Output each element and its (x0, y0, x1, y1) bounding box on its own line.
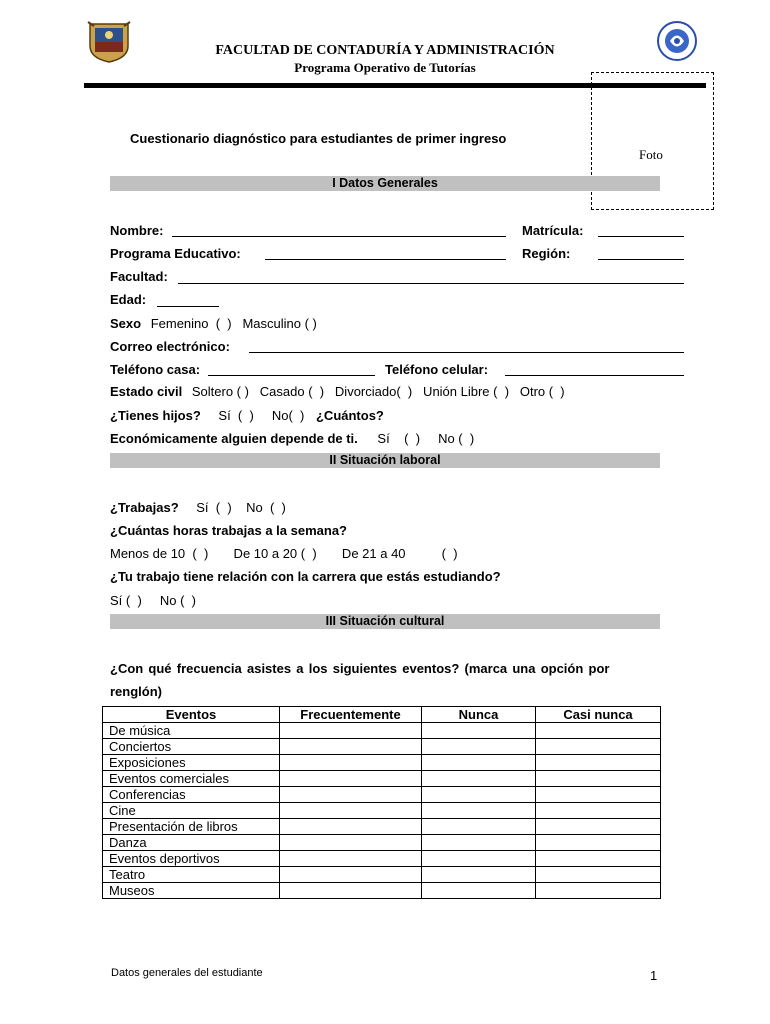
tel-casa-field[interactable] (208, 375, 375, 376)
casi-nunca-cell[interactable] (536, 819, 661, 835)
trabajas-row (110, 500, 286, 515)
horas-question: ¿Cuántas horas trabajas a la semana? (110, 523, 347, 538)
nunca-cell[interactable] (422, 755, 536, 771)
casi-nunca-cell[interactable] (536, 723, 661, 739)
nombre-field[interactable] (172, 236, 506, 237)
correo-field[interactable] (249, 352, 684, 353)
event-name-cell: Conferencias (103, 787, 280, 803)
event-name-cell: Teatro (103, 867, 280, 883)
section-header-general: I Datos Generales (110, 176, 660, 191)
event-name-cell: Exposiciones (103, 755, 280, 771)
cuantos-label: ¿Cuántos? (315, 408, 384, 423)
form-title: Cuestionario diagnóstico para estudiantes de primer ingreso (130, 131, 507, 146)
event-name-cell: Danza (103, 835, 280, 851)
nunca-cell[interactable] (422, 771, 536, 787)
frecuentemente-cell[interactable] (280, 835, 422, 851)
casi-nunca-cell[interactable] (536, 867, 661, 883)
frecuentemente-cell[interactable] (280, 819, 422, 835)
frecuentemente-cell[interactable] (280, 851, 422, 867)
sexo-options[interactable]: Femenino ( ) Masculino ( ) (150, 316, 317, 331)
table-row (103, 819, 661, 835)
event-name-cell: Museos (103, 883, 280, 899)
nunca-cell[interactable] (422, 739, 536, 755)
nunca-cell[interactable] (422, 883, 536, 899)
tel-casa-label: Teléfono casa: (110, 362, 201, 377)
facultad-label: Facultad: (110, 269, 168, 284)
col-frecuentemente: Frecuentemente (280, 707, 422, 723)
depende-options[interactable]: Sí ( ) No ( ) (377, 431, 475, 446)
matricula-label: Matrícula: (522, 223, 584, 238)
table-row (103, 867, 661, 883)
nunca-cell[interactable] (422, 851, 536, 867)
frecuentemente-cell[interactable] (280, 723, 422, 739)
table-row (103, 883, 661, 899)
cultural-question-line2: renglón) (110, 684, 162, 699)
casi-nunca-cell[interactable] (536, 739, 661, 755)
event-name-cell: Cine (103, 803, 280, 819)
relacion-options[interactable]: Sí ( ) No ( ) (110, 593, 196, 608)
nunca-cell[interactable] (422, 819, 536, 835)
page-number: 1 (650, 968, 658, 983)
region-label: Región: (522, 246, 571, 261)
nombre-label: Nombre: (110, 223, 164, 238)
casi-nunca-cell[interactable] (536, 851, 661, 867)
civil-row (110, 384, 565, 399)
events-table (102, 706, 661, 899)
casi-nunca-cell[interactable] (536, 787, 661, 803)
programa-field[interactable] (265, 259, 506, 260)
nunca-cell[interactable] (422, 723, 536, 739)
casi-nunca-cell[interactable] (536, 883, 661, 899)
table-row (103, 803, 661, 819)
tel-cel-field[interactable] (505, 375, 684, 376)
edad-label: Edad: (110, 292, 147, 307)
horas-options[interactable]: Menos de 10 ( ) De 10 a 20 ( ) De 21 a 40 ( ) (110, 546, 458, 561)
event-name-cell: Eventos deportivos (103, 851, 280, 867)
hijos-options[interactable]: Sí ( ) No( ) (218, 408, 305, 423)
depende-row (110, 431, 474, 446)
table-row (103, 723, 661, 739)
frecuentemente-cell[interactable] (280, 803, 422, 819)
section-header-labor: II Situación laboral (110, 453, 660, 468)
casi-nunca-cell[interactable] (536, 803, 661, 819)
table-row (103, 771, 661, 787)
cultural-question-line1: ¿Con qué frecuencia asistes a los siguientes eventos? (marca una opción por (110, 661, 610, 676)
depende-label: Económicamente alguien depende de ti. (110, 431, 358, 446)
programa-label: Programa Educativo: (110, 246, 241, 261)
frecuentemente-cell[interactable] (280, 771, 422, 787)
civil-options[interactable]: Soltero ( ) Casado ( ) Divorciado( ) Unión Libre ( ) Otro ( ) (191, 384, 565, 399)
hijos-row (110, 408, 384, 423)
matricula-field[interactable] (598, 236, 684, 237)
photo-label: Foto (639, 147, 663, 162)
section-header-cultural: III Situación cultural (110, 614, 660, 629)
university-shield-logo (86, 18, 132, 64)
footer-text: Datos generales del estudiante (111, 967, 263, 979)
frecuentemente-cell[interactable] (280, 787, 422, 803)
trabajas-options[interactable]: Sí ( ) No ( ) (196, 500, 286, 515)
correo-label: Correo electrónico: (110, 339, 230, 354)
col-nunca: Nunca (422, 707, 536, 723)
trabajas-label: ¿Trabajas? (110, 500, 179, 515)
hijos-label: ¿Tienes hijos? (110, 408, 201, 423)
col-eventos: Eventos (103, 707, 280, 723)
page-title: FACULTAD DE CONTADURÍA Y ADMINISTRACIÓN (215, 43, 555, 58)
frecuentemente-cell[interactable] (280, 739, 422, 755)
civil-label: Estado civil (110, 384, 183, 399)
nunca-cell[interactable] (422, 867, 536, 883)
table-row (103, 851, 661, 867)
table-row (103, 835, 661, 851)
region-field[interactable] (598, 259, 684, 260)
tel-cel-label: Teléfono celular: (385, 362, 489, 377)
table-header-row (103, 707, 661, 723)
sexo-row (110, 316, 317, 331)
nunca-cell[interactable] (422, 803, 536, 819)
casi-nunca-cell[interactable] (536, 771, 661, 787)
event-name-cell: Presentación de libros (103, 819, 280, 835)
facultad-field[interactable] (178, 283, 684, 284)
sexo-label: Sexo (110, 316, 142, 331)
frecuentemente-cell[interactable] (280, 867, 422, 883)
table-row (103, 755, 661, 771)
frecuentemente-cell[interactable] (280, 883, 422, 899)
casi-nunca-cell[interactable] (536, 835, 661, 851)
page-subtitle: Programa Operativo de Tutorías (294, 60, 476, 75)
frecuentemente-cell[interactable] (280, 755, 422, 771)
edad-field[interactable] (157, 306, 219, 307)
col-casi-nunca: Casi nunca (536, 707, 661, 723)
faculty-seal-logo (656, 20, 698, 62)
table-row (103, 739, 661, 755)
table-row (103, 787, 661, 803)
nunca-cell[interactable] (422, 835, 536, 851)
casi-nunca-cell[interactable] (536, 755, 661, 771)
event-name-cell: Eventos comerciales (103, 771, 280, 787)
event-name-cell: De música (103, 723, 280, 739)
relacion-question: ¿Tu trabajo tiene relación con la carrera que estás estudiando? (110, 569, 501, 584)
event-name-cell: Conciertos (103, 739, 280, 755)
nunca-cell[interactable] (422, 787, 536, 803)
